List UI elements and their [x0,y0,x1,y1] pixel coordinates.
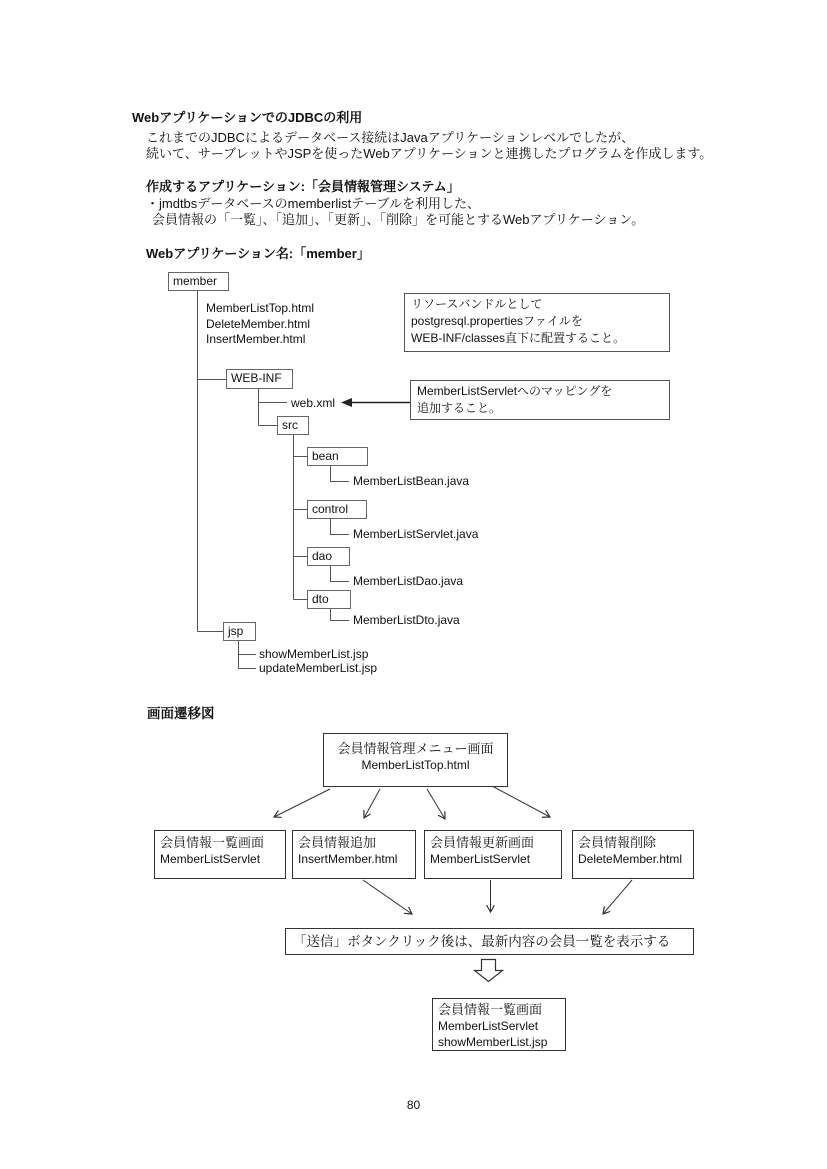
arrow-menu-to-list-icon [274,789,330,817]
note-servlet-mapping-line1: MemberListServletへのマッピングを [417,384,613,398]
tree-file-showmemberlist: showMemberList.jsp [259,647,369,661]
arrow-delete-to-note-icon [603,880,632,914]
page-number: 80 [406,1098,421,1112]
tree-node-dao-label: dao [312,549,333,563]
tree-node-control [307,500,367,519]
app-heading: 作成するアプリケーション:「会員情報管理システム」 [146,179,460,194]
transition-box-update [424,830,562,879]
tree-node-jsp [223,622,256,641]
transition-box-update-file: MemberListServlet [430,852,531,866]
transition-box-result-line2: MemberListServlet [438,1019,539,1033]
app-name-heading: Webアプリケーション名:「member」 [146,246,370,261]
transition-box-menu-file: MemberListTop.html [361,758,470,772]
tree-node-bean-label: bean [312,449,339,463]
arrow-insert-to-note-icon [363,880,412,914]
tree-node-src [277,416,309,435]
app-desc-line-2: 会員情報の「一覧」、「追加」、「更新」、「削除」を可能とするWebアプリケーション。 [152,212,645,227]
arrow-menu-to-insert-icon [364,789,380,818]
transition-box-result-line3: showMemberList.jsp [438,1035,548,1049]
note-resource-bundle-line3: WEB-INF/classes直下に配置すること。 [411,331,626,345]
tree-node-dto [307,590,351,609]
note-resource-bundle [404,293,670,352]
page-title: WebアプリケーションでのJDBCの利用 [132,110,363,125]
note-resource-bundle-line1: リソースバンドルとして [411,297,543,311]
tree-node-dto-label: dto [312,592,329,606]
arrow-menu-to-delete-icon [492,786,550,817]
arrow-menu-to-update-icon [427,789,445,819]
transition-box-delete-title: 会員情報削除 [578,835,657,850]
note-servlet-mapping [410,380,670,420]
tree-file-memberlistbean: MemberListBean.java [353,474,470,488]
tree-node-jsp-label: jsp [228,624,244,638]
transition-box-menu [323,733,508,787]
transition-box-delete-file: DeleteMember.html [578,852,683,866]
intro-line-2: 続いて、サーブレットやJSPを使ったWebアプリケーションと連携したプログラムを作成します。 [146,146,713,161]
tree-node-dao [307,547,350,566]
note-resource-bundle-line2: postgresql.propertiesファイルを [411,314,583,328]
transition-heading: 画面遷移図 [147,706,215,721]
tree-node-webinf-label: WEB-INF [231,371,282,385]
intro-line-1: これまでのJDBCによるデータベース接続はJavaアプリケーションレベルでしたが、 [146,130,635,145]
note-servlet-mapping-line2: 追加すること。 [417,401,502,415]
tree-node-member-label: member [173,274,218,288]
transition-box-insert [292,830,416,879]
tree-file-updatememberlist: updateMemberList.jsp [259,661,378,675]
transition-box-result-title: 会員情報一覧画面 [438,1002,543,1017]
transition-box-result [432,998,566,1051]
tree-node-control-label: control [312,502,349,516]
tree-file-memberlistdto: MemberListDto.java [353,613,460,627]
tree-node-src-label: src [282,418,298,432]
transition-box-delete [572,830,694,879]
transition-box-menu-title: 会員情報管理メニュー画面 [337,741,494,756]
tree-file-memberlistservlet: MemberListServlet.java [353,527,479,541]
transition-box-list-title: 会員情報一覧画面 [160,835,265,850]
tree-file-memberlisttop: MemberListTop.html [206,301,315,315]
tree-node-bean [307,447,368,466]
transition-submit-note-text: 「送信」ボタンクリック後は、最新内容の会員一覧を表示する [293,934,671,949]
tree-node-member [168,272,229,291]
note-arrow-icon [341,398,410,407]
tree-file-insertmember: InsertMember.html [206,332,306,346]
transition-box-list [154,830,286,879]
tree-file-webxml: web.xml [291,396,336,410]
transition-box-insert-file: InsertMember.html [298,852,398,866]
transition-submit-note [285,928,694,955]
transition-box-update-title: 会員情報更新画面 [430,835,535,850]
tree-node-webinf [226,369,293,389]
tree-file-deletemember: DeleteMember.html [206,317,311,331]
hollow-down-arrow-icon [475,960,503,982]
app-desc-line-1: ・jmdtbsデータベースのmemberlistテーブルを利用した、 [146,196,481,211]
transition-box-list-file: MemberListServlet [160,852,261,866]
tree-file-memberlistdao: MemberListDao.java [353,574,464,588]
transition-box-insert-title: 会員情報追加 [298,835,377,850]
